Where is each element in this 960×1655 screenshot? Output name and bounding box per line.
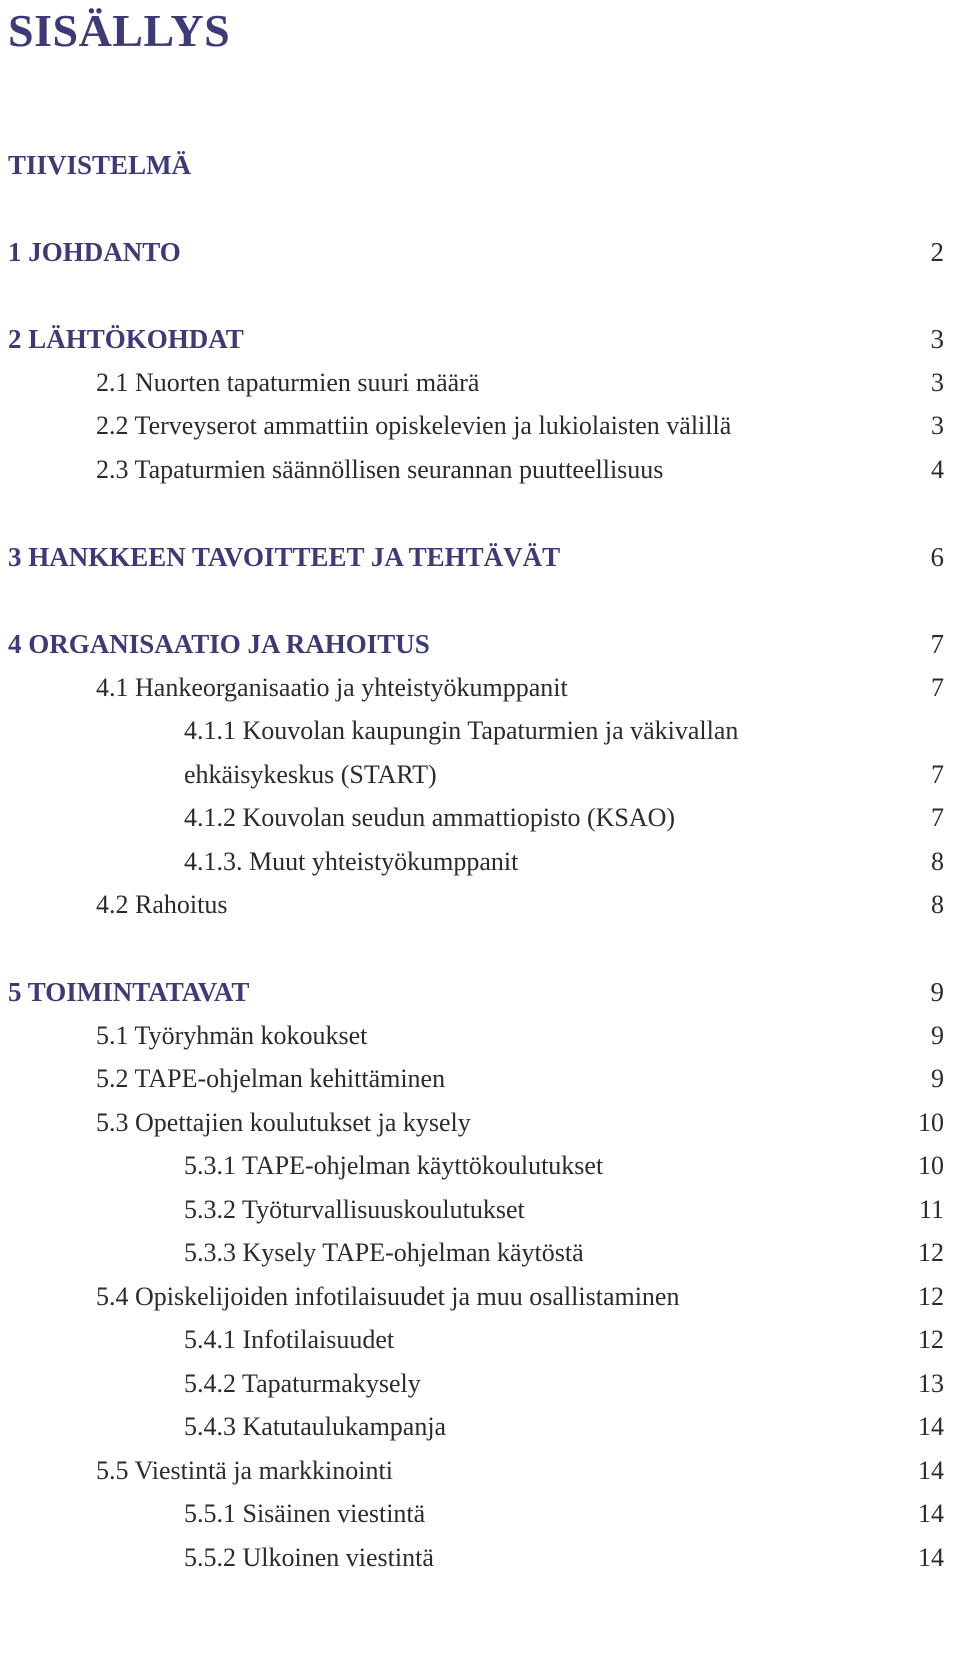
- toc-entry-page: 4: [931, 455, 944, 484]
- toc-entry[interactable]: [0, 235, 960, 269]
- toc-entry-page: 8: [931, 847, 944, 876]
- toc-entry-page: 13: [918, 1369, 944, 1398]
- toc-entry-page: 14: [918, 1456, 944, 1485]
- toc-entry[interactable]: [0, 540, 960, 574]
- toc-entry-page: 7: [931, 803, 944, 832]
- toc-entry-label: 5.5 Viestintä ja markkinointi: [96, 1456, 393, 1485]
- toc-entry-page: 9: [931, 1064, 944, 1093]
- toc-entry-page: 3: [930, 324, 944, 354]
- toc-entry-label: 5.3.2 Työturvallisuuskoulutukset: [184, 1195, 525, 1224]
- toc-entry-page: 6: [930, 542, 944, 572]
- toc-entry-page: 7: [931, 673, 944, 702]
- toc-entry-label: 4.1.1 Kouvolan kaupungin Tapaturmien ja väkivallan: [184, 716, 739, 745]
- toc-entry-page: 11: [918, 1195, 944, 1224]
- toc-entry-label: 1 JOHDANTO: [8, 237, 181, 267]
- toc-entry-page: 3: [931, 411, 944, 440]
- toc-entry[interactable]: [0, 1149, 960, 1183]
- toc-entry-page: 10: [918, 1108, 944, 1137]
- toc-entry-label: 5.5.2 Ulkoinen viestintä: [184, 1543, 434, 1572]
- toc-entry-label: 5.3.3 Kysely TAPE-ohjelman käytöstä: [184, 1238, 584, 1267]
- toc-entry-label: 4.2 Rahoitus: [96, 890, 228, 919]
- toc-entry-label: 5 TOIMINTATAVAT: [8, 977, 250, 1007]
- toc-entry-label: 2.3 Tapaturmien säännöllisen seurannan puutteellisuus: [96, 455, 664, 484]
- toc-entry-page: 12: [918, 1325, 944, 1354]
- toc-entry-label: 5.3 Opettajien koulutukset ja kysely: [96, 1108, 471, 1137]
- toc-entry-label: ehkäisykeskus (START): [184, 760, 437, 789]
- toc-entry-page: 7: [930, 629, 944, 659]
- toc-entry[interactable]: [0, 409, 960, 443]
- toc-entry-label: TIIVISTELMÄ: [8, 150, 192, 180]
- toc-entry-label: 4.1.2 Kouvolan seudun ammattiopisto (KSAO): [184, 803, 676, 832]
- toc-entry-continuation[interactable]: [0, 758, 960, 792]
- toc-entry[interactable]: [0, 148, 960, 182]
- toc-entry[interactable]: [0, 845, 960, 879]
- toc-entry[interactable]: [0, 322, 960, 356]
- toc-entry[interactable]: [0, 1106, 960, 1140]
- toc-entry[interactable]: [0, 1323, 960, 1357]
- toc-entry[interactable]: [0, 1193, 960, 1227]
- toc-entry[interactable]: [0, 1410, 960, 1444]
- toc-entry-label: 2 LÄHTÖKOHDAT: [8, 324, 244, 354]
- toc-entry-page: 14: [918, 1412, 944, 1441]
- toc-entry-label: 5.4 Opiskelijoiden infotilaisuudet ja muu osallistaminen: [96, 1282, 680, 1311]
- toc-entry-label: 5.4.1 Infotilaisuudet: [184, 1325, 395, 1354]
- toc-entry-label: 4.1.3. Muut yhteistyökumppanit: [184, 847, 519, 876]
- toc-entry[interactable]: [0, 975, 960, 1009]
- toc-entry[interactable]: [0, 366, 960, 400]
- toc-entry-page: 7: [931, 760, 944, 789]
- toc-entry-label: 5.4.3 Katutaulukampanja: [184, 1412, 447, 1441]
- toc-entry[interactable]: [0, 453, 960, 487]
- toc-entry[interactable]: [0, 1062, 960, 1096]
- toc-entry-label: 4 ORGANISAATIO JA RAHOITUS: [8, 629, 430, 659]
- toc-entry-label: 2.2 Terveyserot ammattiin opiskelevien ja lukiolaisten välillä: [96, 411, 732, 440]
- toc-entry[interactable]: [0, 671, 960, 705]
- toc-entry-label: 4.1 Hankeorganisaatio ja yhteistyökumppanit: [96, 673, 568, 702]
- toc-entry-label: 5.3.1 TAPE-ohjelman käyttökoulutukset: [184, 1151, 604, 1180]
- toc-entry[interactable]: [0, 1367, 960, 1401]
- toc-entry[interactable]: [0, 801, 960, 835]
- page-title: SISÄLLYS: [8, 5, 231, 56]
- toc-entry-page: 9: [930, 977, 944, 1007]
- toc-entry-page: 2: [930, 237, 944, 267]
- toc-entry[interactable]: [0, 1454, 960, 1488]
- toc-entry[interactable]: [0, 1497, 960, 1531]
- toc-entry-page: 14: [918, 1543, 944, 1572]
- toc-entry-label: 5.4.2 Tapaturmakysely: [184, 1369, 421, 1398]
- toc-entry-page: 8: [931, 890, 944, 919]
- toc-entry-page: 12: [918, 1238, 944, 1267]
- toc-entry-page: 9: [931, 1021, 944, 1050]
- toc-entry-label: 3 HANKKEEN TAVOITTEET JA TEHTÄVÄT: [8, 542, 561, 572]
- toc-entry[interactable]: [0, 714, 960, 748]
- toc-entry-page: 12: [918, 1282, 944, 1311]
- toc-entry[interactable]: [0, 627, 960, 661]
- toc-entry-label: 5.2 TAPE-ohjelman kehittäminen: [96, 1064, 446, 1093]
- toc-entry[interactable]: [0, 1236, 960, 1270]
- toc-entry-label: 5.5.1 Sisäinen viestintä: [184, 1499, 426, 1528]
- toc-entry-page: 3: [931, 368, 944, 397]
- toc-entry[interactable]: [0, 888, 960, 922]
- toc-entry[interactable]: [0, 1019, 960, 1053]
- toc-entry[interactable]: [0, 1280, 960, 1314]
- toc-entry-label: 5.1 Työryhmän kokoukset: [96, 1021, 368, 1050]
- toc-entry-page: 10: [918, 1151, 944, 1180]
- toc-entry-label: 2.1 Nuorten tapaturmien suuri määrä: [96, 368, 480, 397]
- toc-entry-page: 14: [918, 1499, 944, 1528]
- toc-entry[interactable]: [0, 1541, 960, 1575]
